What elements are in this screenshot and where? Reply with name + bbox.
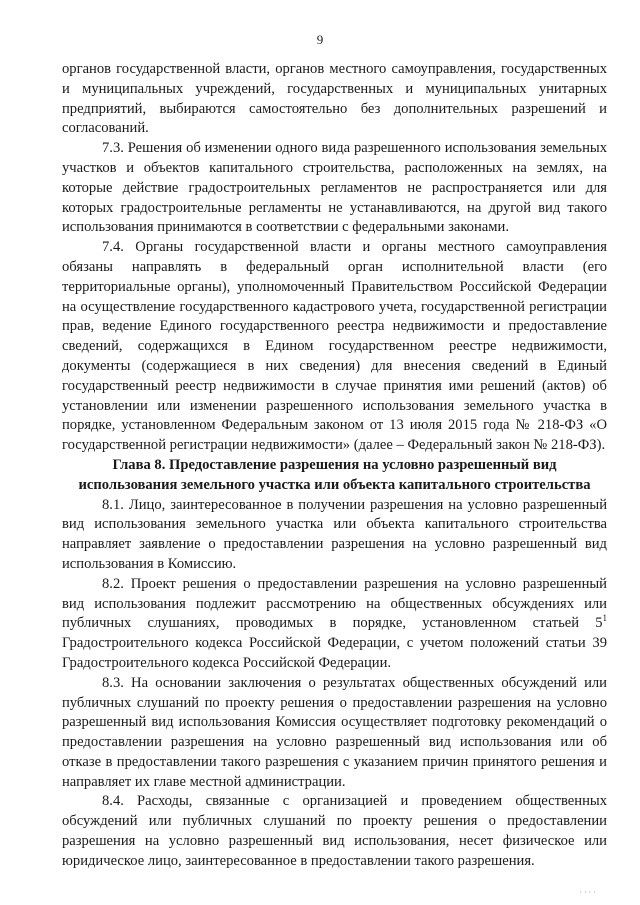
chapter-8-heading: Глава 8. Предоставление разрешения на условно разрешенный вид использования земельного участка или объекта капитального строительства (78, 456, 591, 493)
paragraph-continuation: органов государственной власти, органов местного самоуправления, государственных и муниципальных учреждений, государственных и муниципальных унитарных предприятий, выбираются самостоятельно без дополнительных разрешений и согласований. (62, 61, 607, 137)
paragraph-8-2-text-start: 8.2. Проект решения о предоставлении разрешения на условно разрешенный вид использования подлежит рассмотрению на общественных обсуждениях или публичных слушаниях, проводимых в порядке, установленном статьей 5 (62, 575, 607, 632)
paragraph-8-4: 8.4. Расходы, связанные с организацией и проведением общественных обсуждений или публичных слушаний по проекту решения о предоставлении разрешения на условно разрешенный вид использования, несет физическое или юридическое лицо, заинтересованное в предоставлении такого разрешения. (62, 793, 607, 869)
paragraph-7-4: 7.4. Органы государственной власти и органы местного самоуправления обязаны направлять в федеральный орган исполнительной власти (его территориальные органы), уполномоченный Правительством Российской Федерации на осуществление государственного кадастрового учета, государственной регистрации прав, ведение Единого государственного реестра недвижимости и предоставление сведений, содержащихся в Едином государственном реестре недвижимости, документы (содержащиеся в них сведения) для внесения сведений в Единый государственный реестр недвижимости в случае принятия ими решений (актов) об установлении или изменении разрешенного использования земельного участка в порядке, установленном Федеральным законом от 13 июля 2015 года № 218-ФЗ «О государственной регистрации недвижимости» (далее – Федеральный закон № 218-ФЗ). (62, 239, 607, 454)
paragraph-8-1: 8.1. Лицо, заинтересованное в получении разрешения на условно разрешенный вид использования земельного участка или объекта капитального строительства направляет заявление о предоставлении разрешения на условно разрешенный вид использования в Комиссию. (62, 496, 607, 572)
paragraph-8-3: 8.3. На основании заключения о результатах общественных обсуждений или публичных слушаний по проекту решения о предоставлении разрешения на условно разрешенный вид использования Комиссия осуществляет подготовку рекомендаций о предоставлении разрешения на условно разрешенный вид использования или об отказе в предоставлении такого разрешения с указанием причин принятого решения и направляет их главе местной администрации. (62, 674, 607, 790)
scan-artifact-mark: · · · · (579, 888, 596, 897)
page-content (62, 60, 607, 872)
page-number: 9 (316, 32, 324, 47)
article-superscript: 1 (602, 613, 607, 624)
paragraph-8-2 (62, 575, 607, 674)
paragraph-7-3: 7.3. Решения об изменении одного вида разрешенного использования земельных участков и объектов капитального строительства, расположенных на землях, на которые действие градостроительных регламентов не распространяется или для которых градостроительные регламенты не устанавливаются, на другой вид такого использования принимаются в соответствии с федеральными законами. (62, 140, 607, 236)
paragraph-8-2-text-end: Градостроительного кодекса Российской Федерации, с учетом положений статьи 39 Градостроительного кодекса Российской Федерации. (62, 635, 607, 671)
